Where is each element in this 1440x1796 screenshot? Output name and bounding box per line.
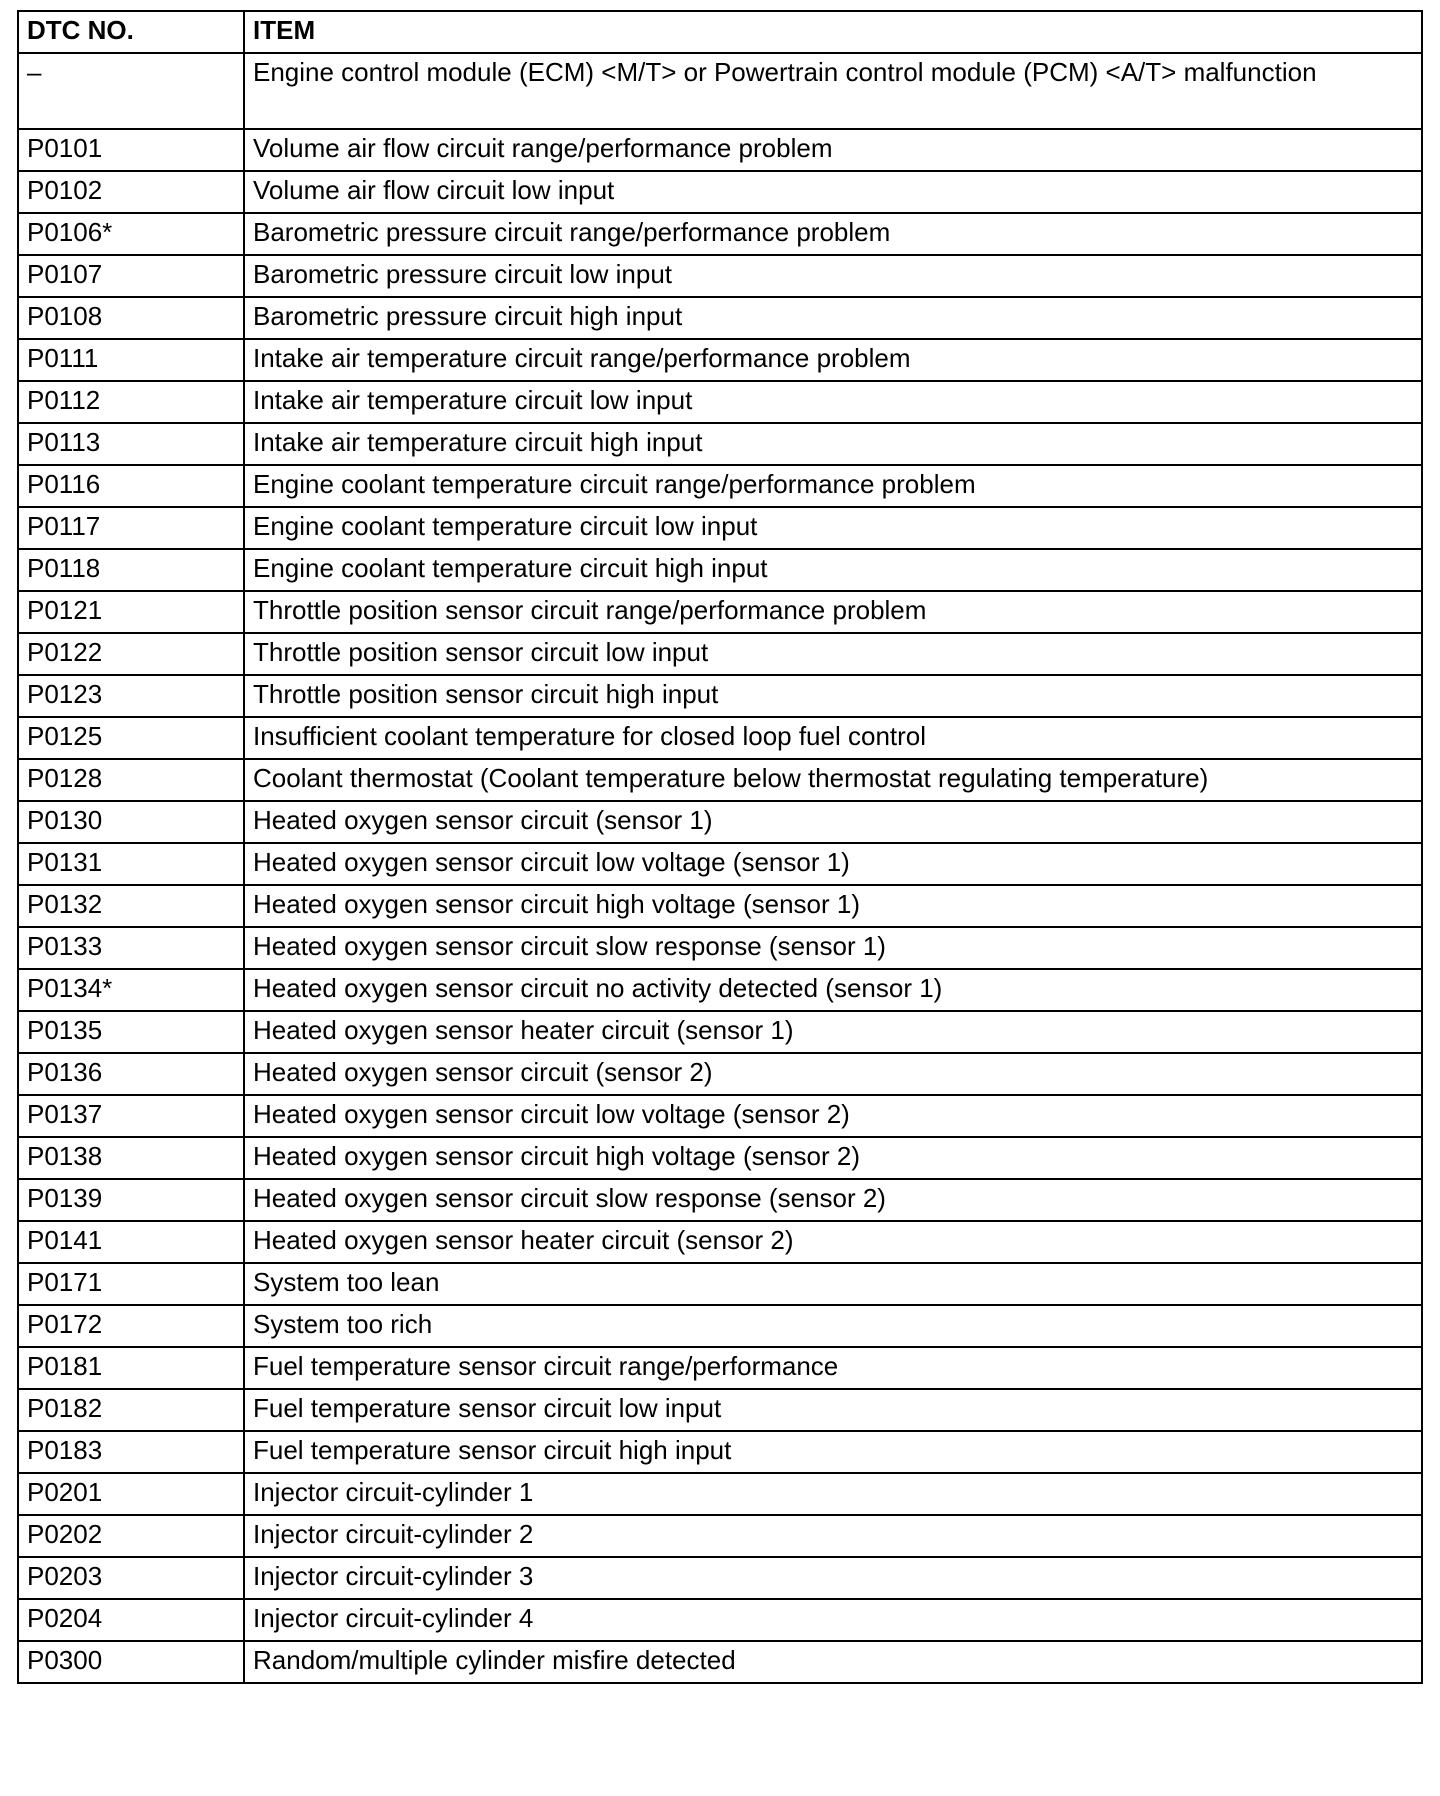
dtc-item-cell: Insufficient coolant temperature for closed loop fuel control [244,717,1422,759]
table-row [18,1053,1422,1095]
table-row [18,801,1422,843]
table-row [18,1347,1422,1389]
dtc-code-cell: P0116 [18,465,244,507]
dtc-code-cell: P0118 [18,549,244,591]
dtc-item-cell: Intake air temperature circuit high input [244,423,1422,465]
table-row [18,129,1422,171]
table-row [18,1557,1422,1599]
dtc-code-cell: P0111 [18,339,244,381]
dtc-code-cell: – [18,53,244,129]
dtc-code-cell: P0108 [18,297,244,339]
dtc-item-cell: Engine control module (ECM) <M/T> or Powertrain control module (PCM) <A/T> malfunction [244,53,1422,129]
dtc-code-cell: P0125 [18,717,244,759]
dtc-code-cell: P0135 [18,1011,244,1053]
table-row [18,549,1422,591]
dtc-code-cell: P0128 [18,759,244,801]
table-row [18,339,1422,381]
dtc-item-cell: Heated oxygen sensor circuit slow response (sensor 1) [244,927,1422,969]
dtc-code-cell: P0122 [18,633,244,675]
dtc-item-cell: Intake air temperature circuit range/performance problem [244,339,1422,381]
dtc-code-cell: P0141 [18,1221,244,1263]
table-row [18,171,1422,213]
dtc-code-cell: P0202 [18,1515,244,1557]
dtc-item-cell: Volume air flow circuit low input [244,171,1422,213]
dtc-code-cell: P0204 [18,1599,244,1641]
dtc-code-cell: P0182 [18,1389,244,1431]
dtc-code-cell: P0132 [18,885,244,927]
table-row [18,759,1422,801]
dtc-code-cell: P0137 [18,1095,244,1137]
header-item: ITEM [244,11,1422,53]
dtc-code-cell: P0134* [18,969,244,1011]
dtc-code-cell: P0101 [18,129,244,171]
table-row [18,717,1422,759]
dtc-item-cell: Engine coolant temperature circuit low input [244,507,1422,549]
header-dtc-no: DTC NO. [18,11,244,53]
table-row [18,675,1422,717]
dtc-item-cell: Throttle position sensor circuit low input [244,633,1422,675]
dtc-item-cell: Heated oxygen sensor circuit high voltage (sensor 2) [244,1137,1422,1179]
dtc-item-cell: Barometric pressure circuit range/performance problem [244,213,1422,255]
dtc-code-cell: P0112 [18,381,244,423]
table-row [18,1263,1422,1305]
dtc-item-cell: Coolant thermostat (Coolant temperature below thermostat regulating temperature) [244,759,1422,801]
header-row [18,11,1422,53]
table-row [18,1431,1422,1473]
table-row [18,297,1422,339]
table-row [18,1305,1422,1347]
dtc-code-cell: P0136 [18,1053,244,1095]
dtc-item-cell: System too lean [244,1263,1422,1305]
table-row [18,591,1422,633]
dtc-code-cell: P0102 [18,171,244,213]
dtc-code-cell: P0113 [18,423,244,465]
table-row [18,885,1422,927]
dtc-item-cell: Fuel temperature sensor circuit range/performance [244,1347,1422,1389]
dtc-item-cell: Heated oxygen sensor circuit (sensor 1) [244,801,1422,843]
dtc-item-cell: Injector circuit-cylinder 4 [244,1599,1422,1641]
dtc-item-cell: Injector circuit-cylinder 3 [244,1557,1422,1599]
dtc-item-cell: Intake air temperature circuit low input [244,381,1422,423]
table-row [18,423,1422,465]
dtc-item-cell: Throttle position sensor circuit high input [244,675,1422,717]
dtc-item-cell: Engine coolant temperature circuit high input [244,549,1422,591]
dtc-table [17,10,1423,1684]
table-row [18,1011,1422,1053]
dtc-code-cell: P0130 [18,801,244,843]
dtc-code-cell: P0138 [18,1137,244,1179]
dtc-code-cell: P0106* [18,213,244,255]
dtc-item-cell: Fuel temperature sensor circuit low input [244,1389,1422,1431]
dtc-item-cell: Throttle position sensor circuit range/performance problem [244,591,1422,633]
dtc-item-cell: Barometric pressure circuit low input [244,255,1422,297]
table-row [18,927,1422,969]
table-row [18,255,1422,297]
table-row [18,1599,1422,1641]
dtc-item-cell: Engine coolant temperature circuit range/performance problem [244,465,1422,507]
dtc-item-cell: Heated oxygen sensor circuit low voltage (sensor 2) [244,1095,1422,1137]
dtc-code-cell: P0133 [18,927,244,969]
dtc-code-cell: P0117 [18,507,244,549]
dtc-item-cell: Heated oxygen sensor circuit high voltage (sensor 1) [244,885,1422,927]
dtc-code-cell: P0183 [18,1431,244,1473]
table-row [18,381,1422,423]
dtc-code-cell: P0201 [18,1473,244,1515]
table-body [18,53,1422,1683]
dtc-item-cell: Volume air flow circuit range/performance problem [244,129,1422,171]
table-row [18,465,1422,507]
table-header [18,11,1422,53]
dtc-item-cell: Barometric pressure circuit high input [244,297,1422,339]
dtc-item-cell: System too rich [244,1305,1422,1347]
table-row [18,969,1422,1011]
table-row [18,1137,1422,1179]
dtc-item-cell: Heated oxygen sensor heater circuit (sensor 2) [244,1221,1422,1263]
table-row [18,53,1422,129]
dtc-code-cell: P0123 [18,675,244,717]
table-row [18,1515,1422,1557]
dtc-item-cell: Heated oxygen sensor circuit (sensor 2) [244,1053,1422,1095]
dtc-code-cell: P0139 [18,1179,244,1221]
dtc-code-cell: P0172 [18,1305,244,1347]
dtc-item-cell: Random/multiple cylinder misfire detected [244,1641,1422,1683]
table-row [18,213,1422,255]
dtc-code-cell: P0300 [18,1641,244,1683]
table-row [18,1095,1422,1137]
dtc-code-cell: P0121 [18,591,244,633]
dtc-code-cell: P0203 [18,1557,244,1599]
dtc-item-cell: Heated oxygen sensor circuit low voltage (sensor 1) [244,843,1422,885]
table-row [18,507,1422,549]
dtc-item-cell: Injector circuit-cylinder 2 [244,1515,1422,1557]
dtc-item-cell: Fuel temperature sensor circuit high input [244,1431,1422,1473]
dtc-item-cell: Injector circuit-cylinder 1 [244,1473,1422,1515]
dtc-item-cell: Heated oxygen sensor heater circuit (sensor 1) [244,1011,1422,1053]
dtc-code-cell: P0107 [18,255,244,297]
dtc-item-cell: Heated oxygen sensor circuit slow response (sensor 2) [244,1179,1422,1221]
table-row [18,1389,1422,1431]
dtc-code-cell: P0131 [18,843,244,885]
table-row [18,843,1422,885]
table-row [18,633,1422,675]
table-row [18,1641,1422,1683]
table-row [18,1179,1422,1221]
dtc-code-cell: P0171 [18,1263,244,1305]
dtc-item-cell: Heated oxygen sensor circuit no activity detected (sensor 1) [244,969,1422,1011]
dtc-code-cell: P0181 [18,1347,244,1389]
table-row [18,1473,1422,1515]
table-row [18,1221,1422,1263]
